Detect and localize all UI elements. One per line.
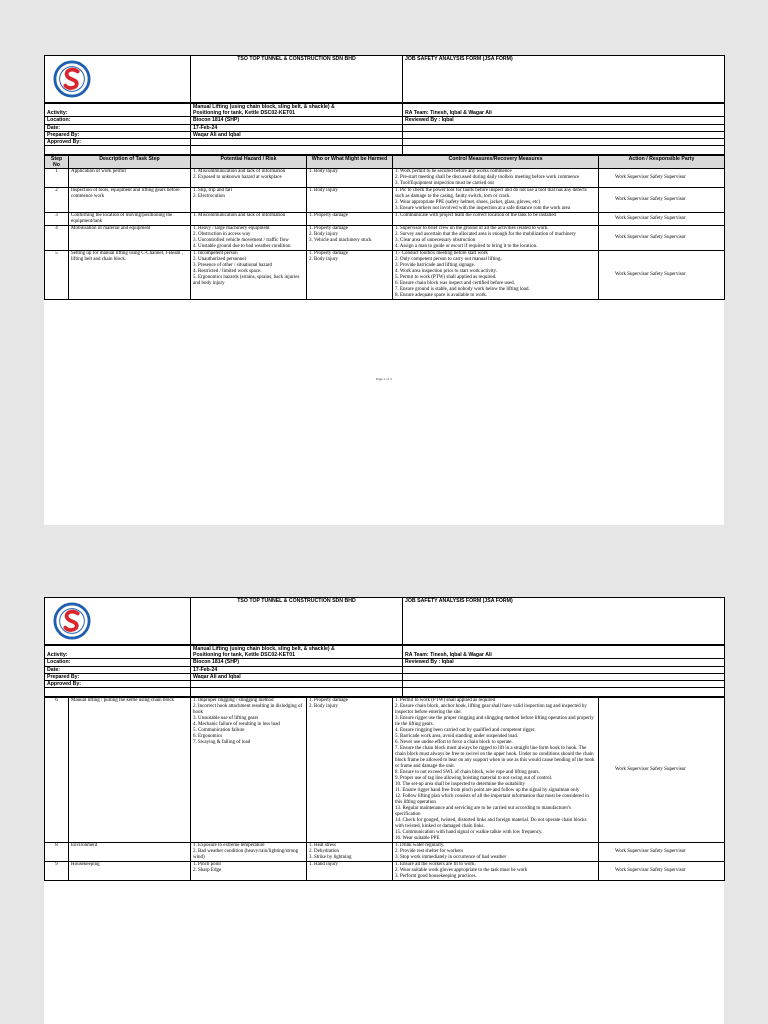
- who-cell: [307, 698, 393, 843]
- control-line: 11. Ensure rigger hand free from pinch point are and follow up the signal by signalman only: [395, 788, 580, 794]
- hazard-line: 2. Incorrect hook attachment resulting in dislodging of hook: [193, 704, 303, 716]
- table-row: [45, 169, 725, 188]
- control-line: 9. Proper use of tag line allowing hoisting material to not swing out of control.: [395, 776, 553, 782]
- table-row: [45, 843, 725, 862]
- control-line: 10. The set-up area shall be inspected to determine the suitability: [395, 782, 526, 788]
- control-line: 6. Never use undue effort to force a chain block to operate.: [395, 740, 513, 746]
- hazard-line: 2. Obstruction in access way: [193, 232, 251, 238]
- control-line: 2. Pre-start meeting shall be discussed during daily toolbox meeting before work commence: [395, 175, 580, 181]
- hazard-cell: [191, 226, 307, 251]
- hazard-line: 2. Bad weather condition (heavy/rain/lighting/strong wind): [193, 849, 299, 861]
- who-cell: [307, 843, 393, 862]
- step-cell: 8: [45, 843, 69, 862]
- control-line: 12. Follow lifting plan which consists of all the important information that must be considered in this lifting operation: [395, 794, 589, 806]
- who-line: 2. Body injury: [309, 232, 339, 238]
- description-cell: [69, 188, 191, 213]
- who-line: 3. Vehicle and machinery stuck: [309, 238, 372, 244]
- party-cell: Work Supervisor Safety Supervisor: [599, 213, 725, 226]
- control-line: 5. Permit to work (PTW) shall applied as required.: [395, 275, 497, 281]
- hazard-line: 1. Incompetent person: [193, 251, 238, 257]
- hazard-line: 2. Sharp Edge: [193, 868, 222, 874]
- activity-value: Manual Lifting (using chain block, sling belt, & shackle) & Positioning for tank, Kettle DSC02-KET01: [191, 104, 403, 117]
- hazard-line: 3. Unsuitable use of lifting gears: [193, 716, 259, 722]
- info-table-2: [44, 645, 725, 697]
- party-cell: Work Supervisor Safety Supervisor: [599, 188, 725, 213]
- hazard-line: 4. Unstable ground due to bad weather condition: [193, 244, 291, 250]
- col-description: Description of Task Step: [69, 156, 191, 169]
- form-title: JOB SAFETY ANALYSIS FORM (JSA FORM): [403, 56, 725, 103]
- hazard-cell: [191, 251, 307, 300]
- control-line: 2. Wear suitable work gloves appropriate to the task must be work: [395, 868, 528, 874]
- control-cell: [393, 862, 599, 881]
- info-table: [44, 103, 725, 155]
- control-line: 13. Regular maintenance and servicing are to be carried out according to manufacturer's specification: [395, 806, 571, 818]
- hazard-line: 1. Exposure to extreme temperature: [193, 843, 265, 849]
- hazard-line: 5. Ergonomics hazards (strains, sprains, back injuries and body injury: [193, 275, 300, 287]
- who-line: 3. Strike by lightning: [309, 855, 352, 861]
- approved-label: Approved By:: [45, 681, 191, 688]
- hazard-line: 3. Uncontrolled vehicle movement / traffic flow: [193, 238, 289, 244]
- who-line: 1. Body injury: [309, 188, 339, 194]
- jsa-page-2: [44, 597, 724, 1024]
- header-table: [44, 55, 725, 103]
- jsa-table-page-1: [44, 155, 725, 300]
- control-line: 3. Ensure workers not involved with the inspection at a safe distance rom the work area: [395, 206, 570, 212]
- control-line: 16. Wear suitable PPE: [395, 836, 440, 842]
- party-cell: Work Supervisor Safety Supervisor: [599, 169, 725, 188]
- control-line: 4. Work area inspection prior to start work activity.: [395, 269, 497, 275]
- reviewed-by: Reviewed By : Iqbal: [403, 659, 725, 666]
- who-line: 1. Hand injury: [309, 862, 339, 868]
- hazard-cell: [191, 213, 307, 226]
- hazard-cell: [191, 188, 307, 213]
- control-line: 15. Communication with hand signal or walkie talkie with low frequency.: [395, 830, 543, 836]
- step-cell: 1: [45, 169, 69, 188]
- activity-label: Activity:: [45, 646, 191, 659]
- location-value: Biocon 1814 (SHP): [191, 659, 403, 666]
- table-row: [45, 188, 725, 213]
- party-cell: Work Supervisor Safety Supervisor: [599, 862, 725, 881]
- control-cell: [393, 188, 599, 213]
- party-cell: Work Supervisor Safety Supervisor: [599, 843, 725, 862]
- who-line: 1. Property damage: [309, 251, 349, 257]
- who-line: 2. Body injury: [309, 257, 339, 263]
- table-row: [45, 698, 725, 843]
- control-cell: [393, 213, 599, 226]
- who-line: 2. Dehydration: [309, 849, 339, 855]
- control-line: 1. Permit to work (PTW) shall applied as required: [395, 698, 496, 704]
- who-line: 2. Body injury: [309, 704, 339, 710]
- hazard-line: 1. Miscommunication and lack of information: [193, 169, 286, 175]
- hazard-line: 2. Electrocution: [193, 194, 225, 200]
- approved-label: Approved By:: [45, 139, 191, 146]
- table-row: [45, 213, 725, 226]
- description-cell: [69, 251, 191, 300]
- control-line: 1. Drink water regularly.: [395, 843, 445, 849]
- control-cell: [393, 169, 599, 188]
- hazard-line: 4. Mechanic failure of resulting in less load: [193, 722, 280, 728]
- control-line: 6. Ensure chain block was inspect and certified before used.: [395, 281, 515, 287]
- who-line: 1. Property damage: [309, 698, 349, 704]
- location-label: Location:: [45, 117, 191, 124]
- description-line: Housekeeping: [71, 862, 100, 868]
- step-cell: 5: [45, 251, 69, 300]
- control-line: 4. Ensure ringging been carried out by qualified and competent rigger.: [395, 728, 536, 734]
- control-line: 1. Supervisor to brief crew on the ground of all the activities related to work.: [395, 226, 549, 232]
- control-line: 3. Tool/Equipment inspection must be carried out: [395, 181, 494, 187]
- hazard-line: 2. Exposed to unknown hazard at workplace: [193, 175, 282, 181]
- control-line: 7. Ensure ground is stable, and nobody work below the lifting load.: [395, 287, 530, 293]
- description-cell: [69, 226, 191, 251]
- hazard-line: 1. Miscommunication and lack of information: [193, 213, 286, 219]
- control-line: 1. Communicate with project team the correct location of the tank to be installed: [395, 213, 557, 219]
- description-cell: [69, 862, 191, 881]
- col-hazard: Potential Hazard / Risk: [191, 156, 307, 169]
- hazard-line: 1. Pinch point: [193, 862, 221, 868]
- company-name: TSO TOP TUNNEL & CONSTRUCTION SDN BHD: [191, 598, 403, 645]
- header-table-2: [44, 597, 725, 645]
- ra-team: RA Team: Tinesh, Iqbal & Wagar Ali: [403, 646, 725, 659]
- hazard-line: 3. Presence of other / situational hazard: [193, 263, 272, 269]
- control-line: 3. Stop work immediately in occurrence of bad weather: [395, 855, 507, 861]
- ra-team: RA Team: Tinesh, Iqbal & Wagar Ali: [403, 104, 725, 117]
- logo-cell: [45, 56, 191, 103]
- date-label: Date:: [45, 666, 191, 673]
- activity-label: Activity:: [45, 104, 191, 117]
- col-control: Control Measures/Recovery Measures: [393, 156, 599, 169]
- step-cell: 4: [45, 226, 69, 251]
- date-value: 17-Feb-24: [191, 124, 403, 131]
- table-row: [45, 862, 725, 881]
- control-line: 5. Barricade work area, avoid standing under suspended load.: [395, 734, 519, 740]
- control-cell: [393, 698, 599, 843]
- control-line: 3. Ensure rigger use the proper ringging and slingging method before lifting operation and properly tie the lifting gears.: [395, 716, 594, 728]
- hazard-line: 4. Restricted / limited work space.: [193, 269, 262, 275]
- who-line: 1. Body injury: [309, 169, 339, 175]
- company-name: TSO TOP TUNNEL & CONSTRUCTION SDN BHD: [191, 56, 403, 103]
- who-cell: [307, 188, 393, 213]
- control-line: 2. Only competent person to carry out manual lifting.: [395, 257, 502, 263]
- description-line: Manual lifting / pulling the kettle using chain block: [71, 698, 175, 704]
- description-line: Setting up for manual lifting using C-Channel, I-Beam , lifting belt and chain block.: [71, 251, 183, 263]
- prepared-label: Prepared By:: [45, 673, 191, 680]
- col-step: Step No: [45, 156, 69, 169]
- col-party: Action / Responsible Party: [599, 156, 725, 169]
- hazard-line: 1. Heavy / large machinery equipment: [193, 226, 270, 232]
- prepared-value: Waqar Ali and Iqbal: [191, 131, 403, 138]
- date-label: Date:: [45, 124, 191, 131]
- prepared-label: Prepared By:: [45, 131, 191, 138]
- who-line: 1. Heat stress: [309, 843, 336, 849]
- reviewed-by: Reviewed By : Iqbal: [403, 117, 725, 124]
- date-value: 17-Feb-24: [191, 666, 403, 673]
- table-row: [45, 251, 725, 300]
- who-line: 1. Property damage: [309, 213, 349, 219]
- hazard-cell: [191, 843, 307, 862]
- description-line: Application of work permit: [71, 169, 126, 175]
- control-line: 8. Ensure to not exceed SWL of chain block, wire rope and lifting gears.: [395, 770, 540, 776]
- hazard-line: 5. Communication failure: [193, 728, 245, 734]
- location-value: Biocon 1814 (SHP): [191, 117, 403, 124]
- hazard-line: 1. Improper ringging / slingging method: [193, 698, 274, 704]
- who-cell: [307, 251, 393, 300]
- control-line: 8. Ensure adequate space is available to work.: [395, 293, 488, 299]
- control-line: 4. Assign a man to guide or escort if required to bring it to the location.: [395, 244, 538, 250]
- hazard-line: 2. Unauthorized personnel: [193, 257, 246, 263]
- activity-value: Manual Lifting (using chain block, sling belt, & shackle) & Positioning for tank, Kettle DSC02-KET01: [191, 646, 403, 659]
- step-cell: 2: [45, 188, 69, 213]
- who-cell: [307, 226, 393, 251]
- hazard-cell: [191, 698, 307, 843]
- control-cell: [393, 251, 599, 300]
- description-line: Environment: [71, 843, 98, 849]
- col-who: Who or What Might be Harmed: [307, 156, 393, 169]
- who-cell: [307, 213, 393, 226]
- control-line: 2. Survey and ascertain that the allocated area is enough for the mobilization of machinery: [395, 232, 576, 238]
- prepared-value: Waqar Ali and Iqbal: [191, 673, 403, 680]
- control-line: 2. Ensure chain block, anchor hook, lifting gear shall have valid inspection tag and inspected by inspector before entering the site.: [395, 704, 587, 716]
- description-cell: [69, 843, 191, 862]
- step-cell: 9: [45, 862, 69, 881]
- control-line: 14. Check for gouged, twisted, distorted links and foreign material. Do not operate chain blocks with twisted, kinked or damaged chain links.: [395, 818, 587, 830]
- control-cell: [393, 843, 599, 862]
- control-line: 7. Ensure the chain block must always be rigged to lift in a straight line form hook to hook. The chain block must always be free to swivel on the upper hook. Under no conditions should the chain block frame be allowed to bear on any support when in use as this would cause bending of the hook or frame and damage the unit.: [395, 746, 595, 770]
- control-line: 1. Pic to check the power tool for faults before inspect and do not use a tool that has any defects such as damage to the casing, faulty switch, torn or crack.: [395, 188, 587, 200]
- location-label: Location:: [45, 659, 191, 666]
- description-cell: [69, 698, 191, 843]
- control-line: 3. Clear area of unnecessary obstruction: [395, 238, 476, 244]
- hazard-cell: [191, 169, 307, 188]
- hazard-line: 7. Swaying & falling of load: [193, 740, 251, 746]
- control-line: 1. Work permit to be secured before any works commence: [395, 169, 512, 175]
- page-footer: Page 1 of 2: [376, 377, 392, 381]
- control-line: 3. Provide barricade and lifting signage.: [395, 263, 476, 269]
- description-line: Confirming the location of moving/positioning the equipment/tank: [71, 213, 173, 225]
- description-cell: [69, 213, 191, 226]
- party-cell: Work Supervisor Safety Supervisor: [599, 251, 725, 300]
- description-line: Mobilisation of material and equipment: [71, 226, 151, 232]
- step-cell: 6: [45, 698, 69, 843]
- control-line: 3. Perform good housekeeping practices.: [395, 874, 477, 880]
- who-cell: [307, 169, 393, 188]
- description-cell: [69, 169, 191, 188]
- control-line: 2. Wear appropriate PPE (safety helmet, shoes, jacket, glass, gloves, etc): [395, 200, 541, 206]
- who-line: 1. Property damage: [309, 226, 349, 232]
- control-line: 1.- Conduct toolbox meeting before start work: [395, 251, 488, 257]
- logo-cell: [45, 598, 191, 645]
- company-logo-icon: [53, 602, 91, 640]
- step-cell: 3: [45, 213, 69, 226]
- hazard-line: 6. Ergonomics: [193, 734, 223, 740]
- party-cell: Work Supervisor Safety Supervisor: [599, 226, 725, 251]
- table-row: [45, 226, 725, 251]
- control-line: 2. Provide rest shelter for workers: [395, 849, 464, 855]
- jsa-table-page-2: [44, 697, 725, 881]
- jsa-page-1: [44, 55, 724, 525]
- form-title: JOB SAFETY ANALYSIS FORM (JSA FORM): [403, 598, 725, 645]
- description-line: Inspection of tools, equipment and lifting gears before commence work: [71, 188, 180, 200]
- hazard-cell: [191, 862, 307, 881]
- control-line: 1. Ensure all the workers are fit to work.: [395, 862, 476, 868]
- company-logo-icon: [53, 60, 91, 98]
- hazard-line: 1. Slip, trip and fall: [193, 188, 232, 194]
- who-cell: [307, 862, 393, 881]
- party-cell: Work Supervisor Safety Supervisor: [599, 698, 725, 843]
- control-cell: [393, 226, 599, 251]
